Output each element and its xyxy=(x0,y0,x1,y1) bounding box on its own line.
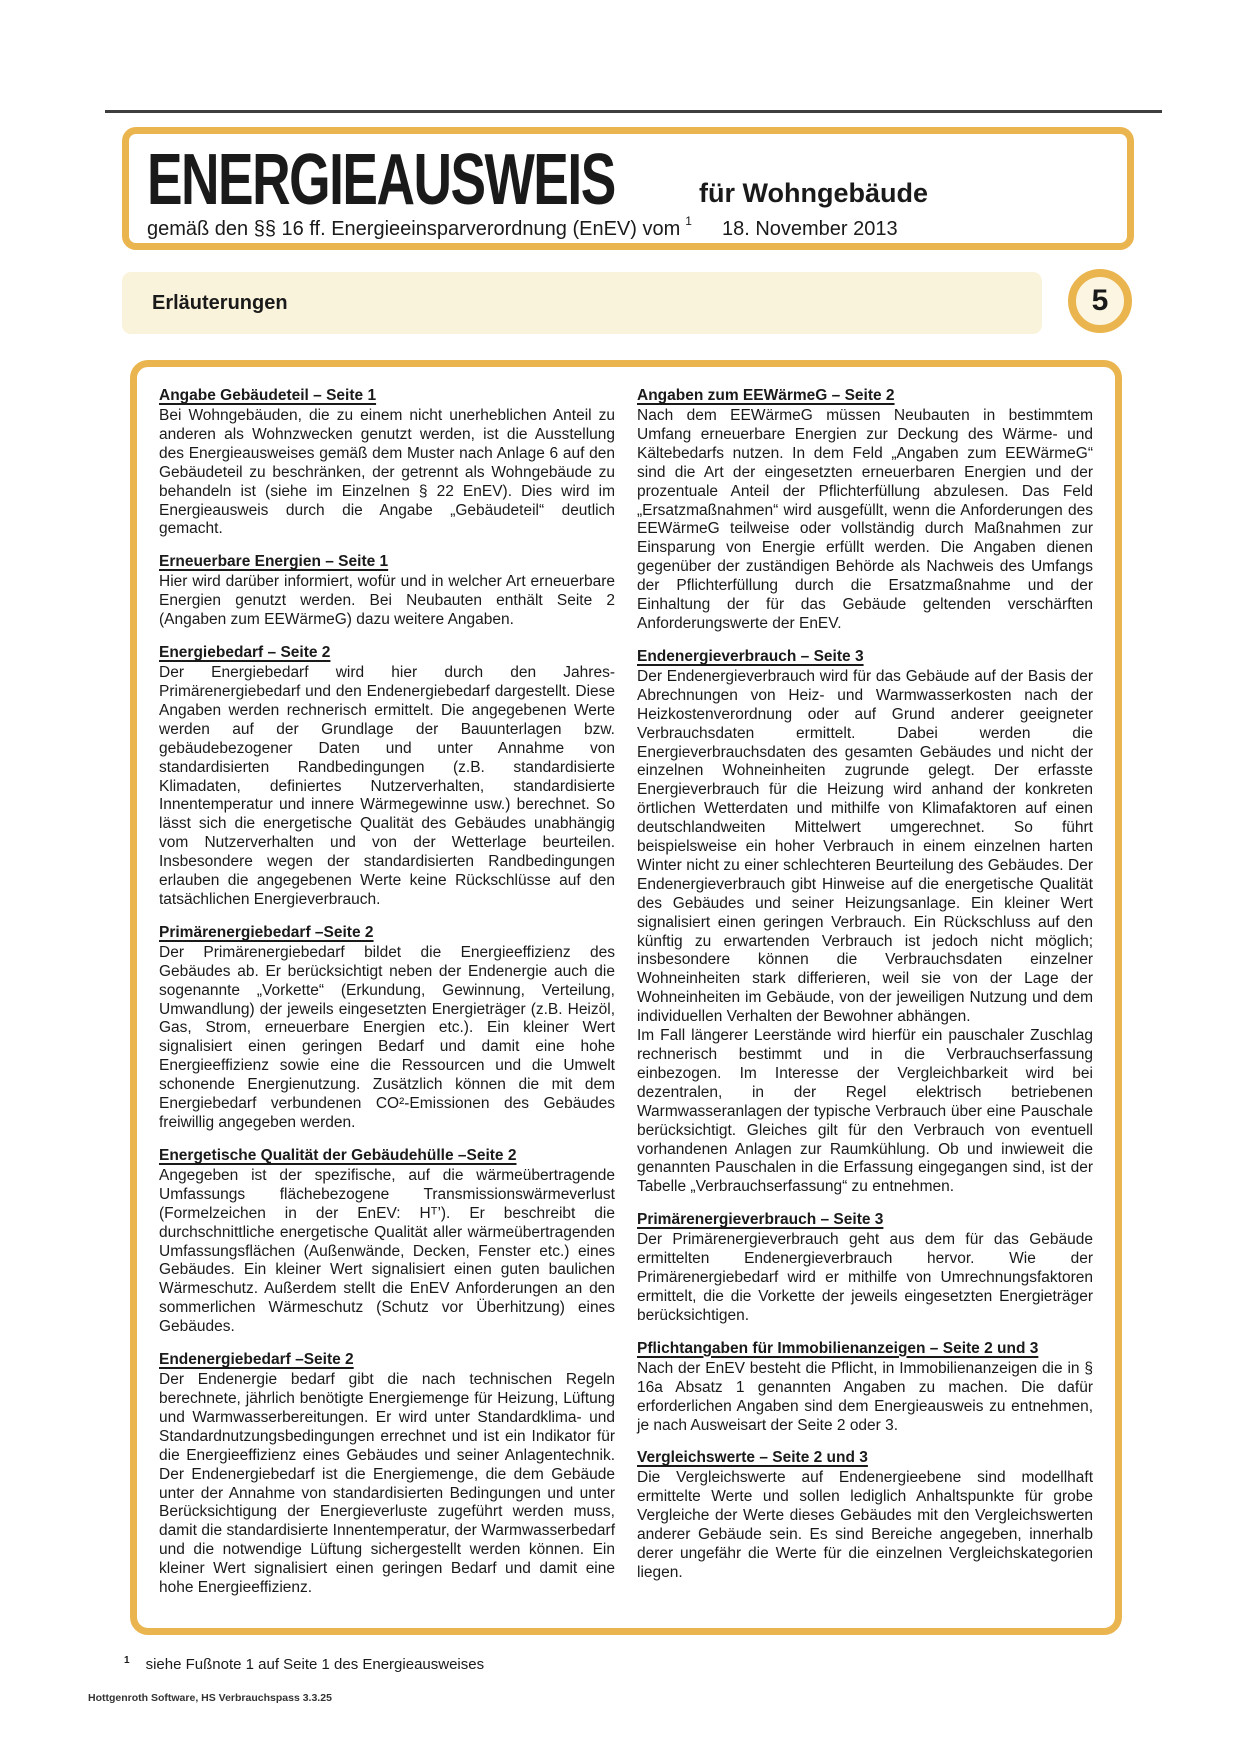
section-paragraph: Der Endenergieverbrauch wird für das Gebäude auf der Basis der Abrechnungen von Heiz- und Warmwasserkosten nach der Heizkostenverordnung oder auf Grund anderer geeigneter Verbrauchsdaten ermittelt. Dabei werden die Energieverbrauchsdaten des gesamten Gebäudes und nicht der einzelnen Wohneinheiten zugrunde gelegt. Der erfasste Energieverbrauch für die Heizung wird anhand der konkreten örtlichen Wetterdaten und mithilfe von Klimafaktoren auf einen deutschlandweiten Mittelwert umgerechnet. So führt beispielsweise ein hoher Verbrauch in einem einzelnen harten Winter nicht zu einer schlechteren Beurteilung des Gebäudes. Der Endenergieverbrauch gibt Hinweise auf die energetische Qualität des Gebäudes und seiner Heizungsanlage. Ein kleiner Wert signalisiert einen geringen Verbrauch. Ein Rückschluss auf den künftig zu erwartenden Verbrauch ist jedoch nicht möglich; insbesondere können die Verbrauchsdaten einzelner Wohneinheiten stark differieren, weil sie von der Lage der Wohneinheiten im Gebäude, von der jeweiligen Nutzung und dem individuellen Verhalten der Bewohner abhängen. xyxy=(637,667,1093,1026)
page-number: 5 xyxy=(1091,284,1109,317)
section-angaben-eewaermeg xyxy=(637,387,1093,634)
section-paragraph: Im Fall längerer Leerstände wird hierfür ein pauschaler Zuschlag rechnerisch bestimmt und in die Verbrauchserfassung einbezogen. Im Interesse der Vergleichbarkeit wird bei dezentralen, in der Regel elektrisch betriebenen Warmwasseranlagen der typische Verbrauch über eine Pauschale berücksichtigt. Gleiches gilt für den Verbrauch von eventuell vorhandenen Anlagen zur Raumkühlung. Ob und inwieweit die genannten Pauschalen in die Erfassung eingegangen sind, ist der Tabelle „Verbrauchserfassung“ zu entnehmen. xyxy=(637,1027,1093,1196)
section-endenergiebedarf xyxy=(159,1351,615,1598)
section-endenergieverbrauch xyxy=(637,648,1093,1197)
explanations-box xyxy=(130,360,1122,1635)
section-paragraph: Die Vergleichswerte auf Endenergieebene sind modellhaft ermittelte Werte und sollen lediglich Anhaltspunkte für grobe Vergleiche der Werte dieses Gebäudes mit den Vergleichswerten anderer Gebäude sein. Es sind Bereiche angegeben, innerhalb derer ungefähr die Werte für die einzelnen Vergleichskategorien liegen. xyxy=(637,1469,1093,1581)
section-paragraph: Hier wird darüber informiert, wofür und in welcher Art erneuerbare Energien genutzt werden. Bei Neubauten enthält Seite 2 (Angaben zum EEWärmeG) dazu weitere Angaben. xyxy=(159,573,615,629)
section-heading: Vergleichswerte – Seite 2 und 3 xyxy=(637,1449,868,1467)
section-heading: Primärenergiebedarf –Seite 2 xyxy=(159,923,374,941)
section-paragraph: Der Primärenergiebedarf bildet die Energieeffizienz des Gebäudes ab. Er berücksichtigt neben der Endenergie auch die sogenannte „Vorkette“ (Erkundung, Gewinnung, Verteilung, Umwandlung) der jeweils eingesetzten Energieträger (z.B. Heizöl, Gas, Strom, erneuerbare Energien etc.). Ein kleiner Wert signalisiert einen geringen Bedarf und damit eine hohe Energieeffizienz sowie eine die Ressourcen und die Umwelt schonende Energienutzung. Zusätzlich können die mit dem Energiebedarf verbundenen CO²-Emissionen des Gebäudes freiwillig angegeben werden. xyxy=(159,943,615,1131)
section-angabe-gebaeudeteil xyxy=(159,387,615,539)
footnote-text: siehe Fußnote 1 auf Seite 1 des Energieausweises xyxy=(145,1656,485,1673)
column-right xyxy=(637,387,1093,1614)
section-paragraph: Der Primärenergieverbrauch geht aus dem für das Gebäude ermittelten Endenergieverbrauch hervor. Wie der Primärenergiebedarf wird er mithilfe von Umrechnungsfaktoren ermittelt, die die Vorkette der jeweils eingesetzten Energieträger berücksichtigen. xyxy=(637,1231,1093,1324)
regulation-footnote-marker: 1 xyxy=(685,214,692,228)
section-heading: Angaben zum EEWärmeG – Seite 2 xyxy=(637,387,895,404)
page-title: ENERGIEAUSWEIS xyxy=(147,140,615,220)
page-title-suffix: für Wohngebäude xyxy=(699,178,928,208)
section-heading: Endenergiebedarf –Seite 2 xyxy=(159,1351,354,1369)
section-primaerenergieverbrauch xyxy=(637,1211,1093,1326)
regulation-date: 18. November 2013 xyxy=(721,218,898,240)
section-paragraph: Angegeben ist der spezifische, auf die wärmeübertragende Umfassungs flächebezogene Transmissionswärmeverlust (Formelzeichen in der EnEV: Hᵀ’). Er beschreibt die durchschnittliche energetische Qualität aller wärmeübertragenden Umfassungsflächen (Außenwände, Decken, Fenster etc.) eines Gebäudes. Ein kleiner Wert signalisiert einen guten baulichen Wärmeschutz. Außerdem stellt die EnEV Anforderungen an den sommerlichen Wärmeschutz (Schutz vor Überhitzung) eines Gebäudes. xyxy=(159,1166,615,1336)
regulation-line xyxy=(147,214,898,241)
page-number-badge xyxy=(1068,269,1132,333)
regulation-text: gemäß den §§ 16 ff. Energieeinsparverordnung (EnEV) vom xyxy=(147,218,681,240)
column-left xyxy=(159,387,615,1614)
scan-artifact-line xyxy=(105,110,1162,113)
section-paragraph: Nach dem EEWärmeG müssen Neubauten in bestimmtem Umfang erneuerbare Energien zur Deckung des Wärme- und Kältebedarfs nutzen. In dem Feld „Angaben zum EEWärmeG“ sind die Art der eingesetzten erneuerbaren Energien und der prozentuale Anteil der Pflichterfüllung abzulesen. Das Feld „Ersatzmaßnahmen“ wird ausgefüllt, wenn die Anforderungen des EEWärmeG teilweise oder vollständig durch Maßnahmen zur Einsparung von Energie erfüllt werden. Die Angaben dienen gegenüber der zuständigen Behörde als Nachweis des Umfangs der Pflichterfüllung durch die Ersatzmaßnahme und der Einhaltung der für das Gebäude geltenden verschärften Anforderungswerte der EnEV. xyxy=(637,407,1093,632)
banner-label: Erläuterungen xyxy=(152,291,288,314)
section-energiebedarf xyxy=(159,644,615,910)
section-paragraph: Bei Wohngebäuden, die zu einem nicht unerheblichen Anteil zu anderen als Wohnzwecken genutzt werden, ist die Ausstellung des Energieausweises gemäß dem Muster nach Anlage 6 auf den Gebäudeteil zu beschränken, der getrennt als Wohngebäude zu behandeln ist (siehe im Einzelnen § 22 EnEV). Dies wird im Energieausweis durch die Angabe „Gebäudeteil“ deutlich gemacht. xyxy=(159,407,615,538)
section-energetische-qualitaet xyxy=(159,1147,615,1337)
title-box xyxy=(122,127,1134,250)
section-paragraph: Nach der EnEV besteht die Pflicht, in Immobilienanzeigen die in § 16a Absatz 1 genannten Angaben zu machen. Die dafür erforderlichen Angaben sind dem Energieausweis zu entnehmen, je nach Ausweisart der Seite 2 oder 3. xyxy=(637,1359,1093,1434)
section-heading: Energetische Qualität der Gebäudehülle –Seite 2 xyxy=(159,1146,517,1164)
section-heading: Endenergieverbrauch – Seite 3 xyxy=(637,647,864,665)
section-vergleichswerte xyxy=(637,1449,1093,1582)
section-erneuerbare-energien xyxy=(159,553,615,630)
section-paragraph: Der Endenergie bedarf gibt die nach technischen Regeln berechnete, jährlich benötigte Energiemenge für Heizung, Lüftung und Warmwasserbereitungen. Er wird unter Standardklima- und Standardnutzungsbedingungen errechnet und ist ein Indikator für die Energieeffizienz eines Gebäudes und seiner Anlagentechnik. Der Endenergiebedarf ist die Energiemenge, die dem Gebäude unter der Annahme von standardisierten Bedingungen und unter Berücksichtigung der Energieverluste zugeführt werden muss, damit die standardisierte Innentemperatur, der Warmwasserbedarf und die notwendige Lüftung sichergestellt werden können. Ein kleiner Wert signalisiert einen geringen Bedarf und damit eine hohe Energieeffizienz. xyxy=(159,1371,615,1597)
section-heading: Angabe Gebäudeteil – Seite 1 xyxy=(159,387,377,404)
section-pflichtangaben xyxy=(637,1340,1093,1436)
section-banner xyxy=(122,272,1042,334)
section-primaerenergiebedarf xyxy=(159,924,615,1133)
section-heading: Pflichtangaben für Immobilienanzeigen – Seite 2 und 3 xyxy=(637,1339,1039,1357)
software-credit: Hottgenroth Software, HS Verbrauchspass 3.3.25 xyxy=(88,1692,332,1704)
footnote xyxy=(124,1656,484,1673)
section-paragraph: Der Energiebedarf wird hier durch den Jahres-Primärenergiebedarf und den Endenergiebedarf dargestellt. Diese Angaben werden rechnerisch ermittelt. Die angegebenen Werte werden auf der Grundlage der Bauunterlagen bzw. gebäudebezogener Daten und unter Annahme von standardisierten Randbedingungen (z.B. standardisierte Klimadaten, definiertes Nutzerverhalten, standardisierte Innentemperatur und innere Wärmegewinne usw.) berechnet. So lässt sich die energetische Qualität des Gebäudes unabhängig vom Nutzerverhalten und von der Wetterlage beurteilen. Insbesondere wegen der standardisierten Randbedingungen erlauben die angegebenen Werte keine Rückschlüsse auf den tatsächlichen Energieverbrauch. xyxy=(159,664,615,908)
section-heading: Erneuerbare Energien – Seite 1 xyxy=(159,553,389,571)
footnote-marker: 1 xyxy=(124,1655,130,1666)
section-heading: Energiebedarf – Seite 2 xyxy=(159,644,331,662)
section-heading: Primärenergieverbrauch – Seite 3 xyxy=(637,1211,884,1229)
